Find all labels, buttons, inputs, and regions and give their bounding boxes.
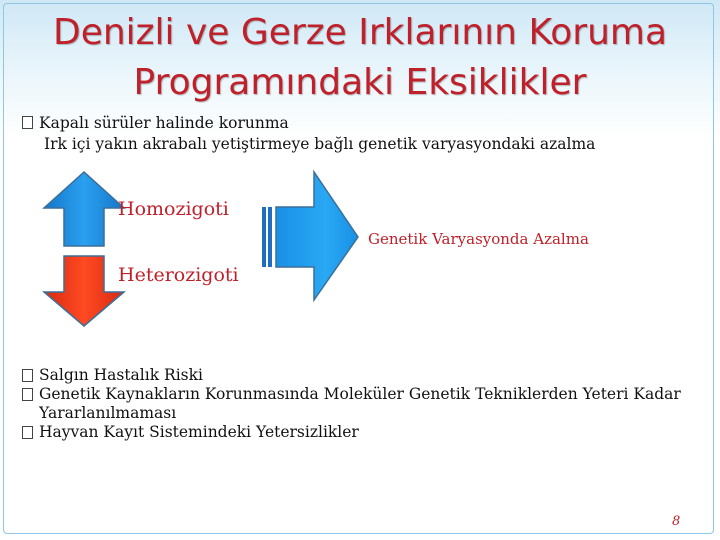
checkbox-bullet-icon	[22, 388, 33, 401]
bullet-item	[22, 385, 712, 423]
bottom-bullet-list	[22, 366, 712, 442]
bullet-text: Kapalı sürüler halinde korunma	[39, 114, 289, 132]
bullet-text: Salgın Hastalık Riski	[39, 366, 203, 384]
arrow-down-icon	[44, 256, 124, 326]
title-line-1: Denizli ve Gerze Irklarının Koruma	[52, 12, 668, 53]
checkbox-bullet-icon	[22, 426, 33, 439]
big-right-arrow-icon	[262, 172, 358, 300]
bullet-item	[22, 366, 712, 385]
bullet-text: Genetik Kaynakların Korunmasında Moleküler Genetik Tekniklerden Yeteri Kadar Yararlanılmaması	[39, 385, 681, 422]
page-number: 8	[672, 514, 681, 529]
bullet-subtext: Irk içi yakın akrabalı yetiştirmeye bağlı genetik varyasyondaki azalma	[44, 135, 596, 153]
title-line-2: Programındaki Eksiklikler	[133, 62, 587, 103]
bullet-item	[22, 423, 712, 442]
genetic-variation-label: Genetik Varyasyonda Azalma	[368, 230, 589, 248]
checkbox-bullet-icon	[22, 369, 33, 382]
heterozigoti-label: Heterozigoti	[118, 264, 239, 286]
bullet-text: Hayvan Kayıt Sistemindeki Yetersizlikler	[39, 423, 359, 441]
arrow-up-icon	[44, 172, 124, 246]
homozigoti-label: Homozigoti	[118, 198, 229, 220]
